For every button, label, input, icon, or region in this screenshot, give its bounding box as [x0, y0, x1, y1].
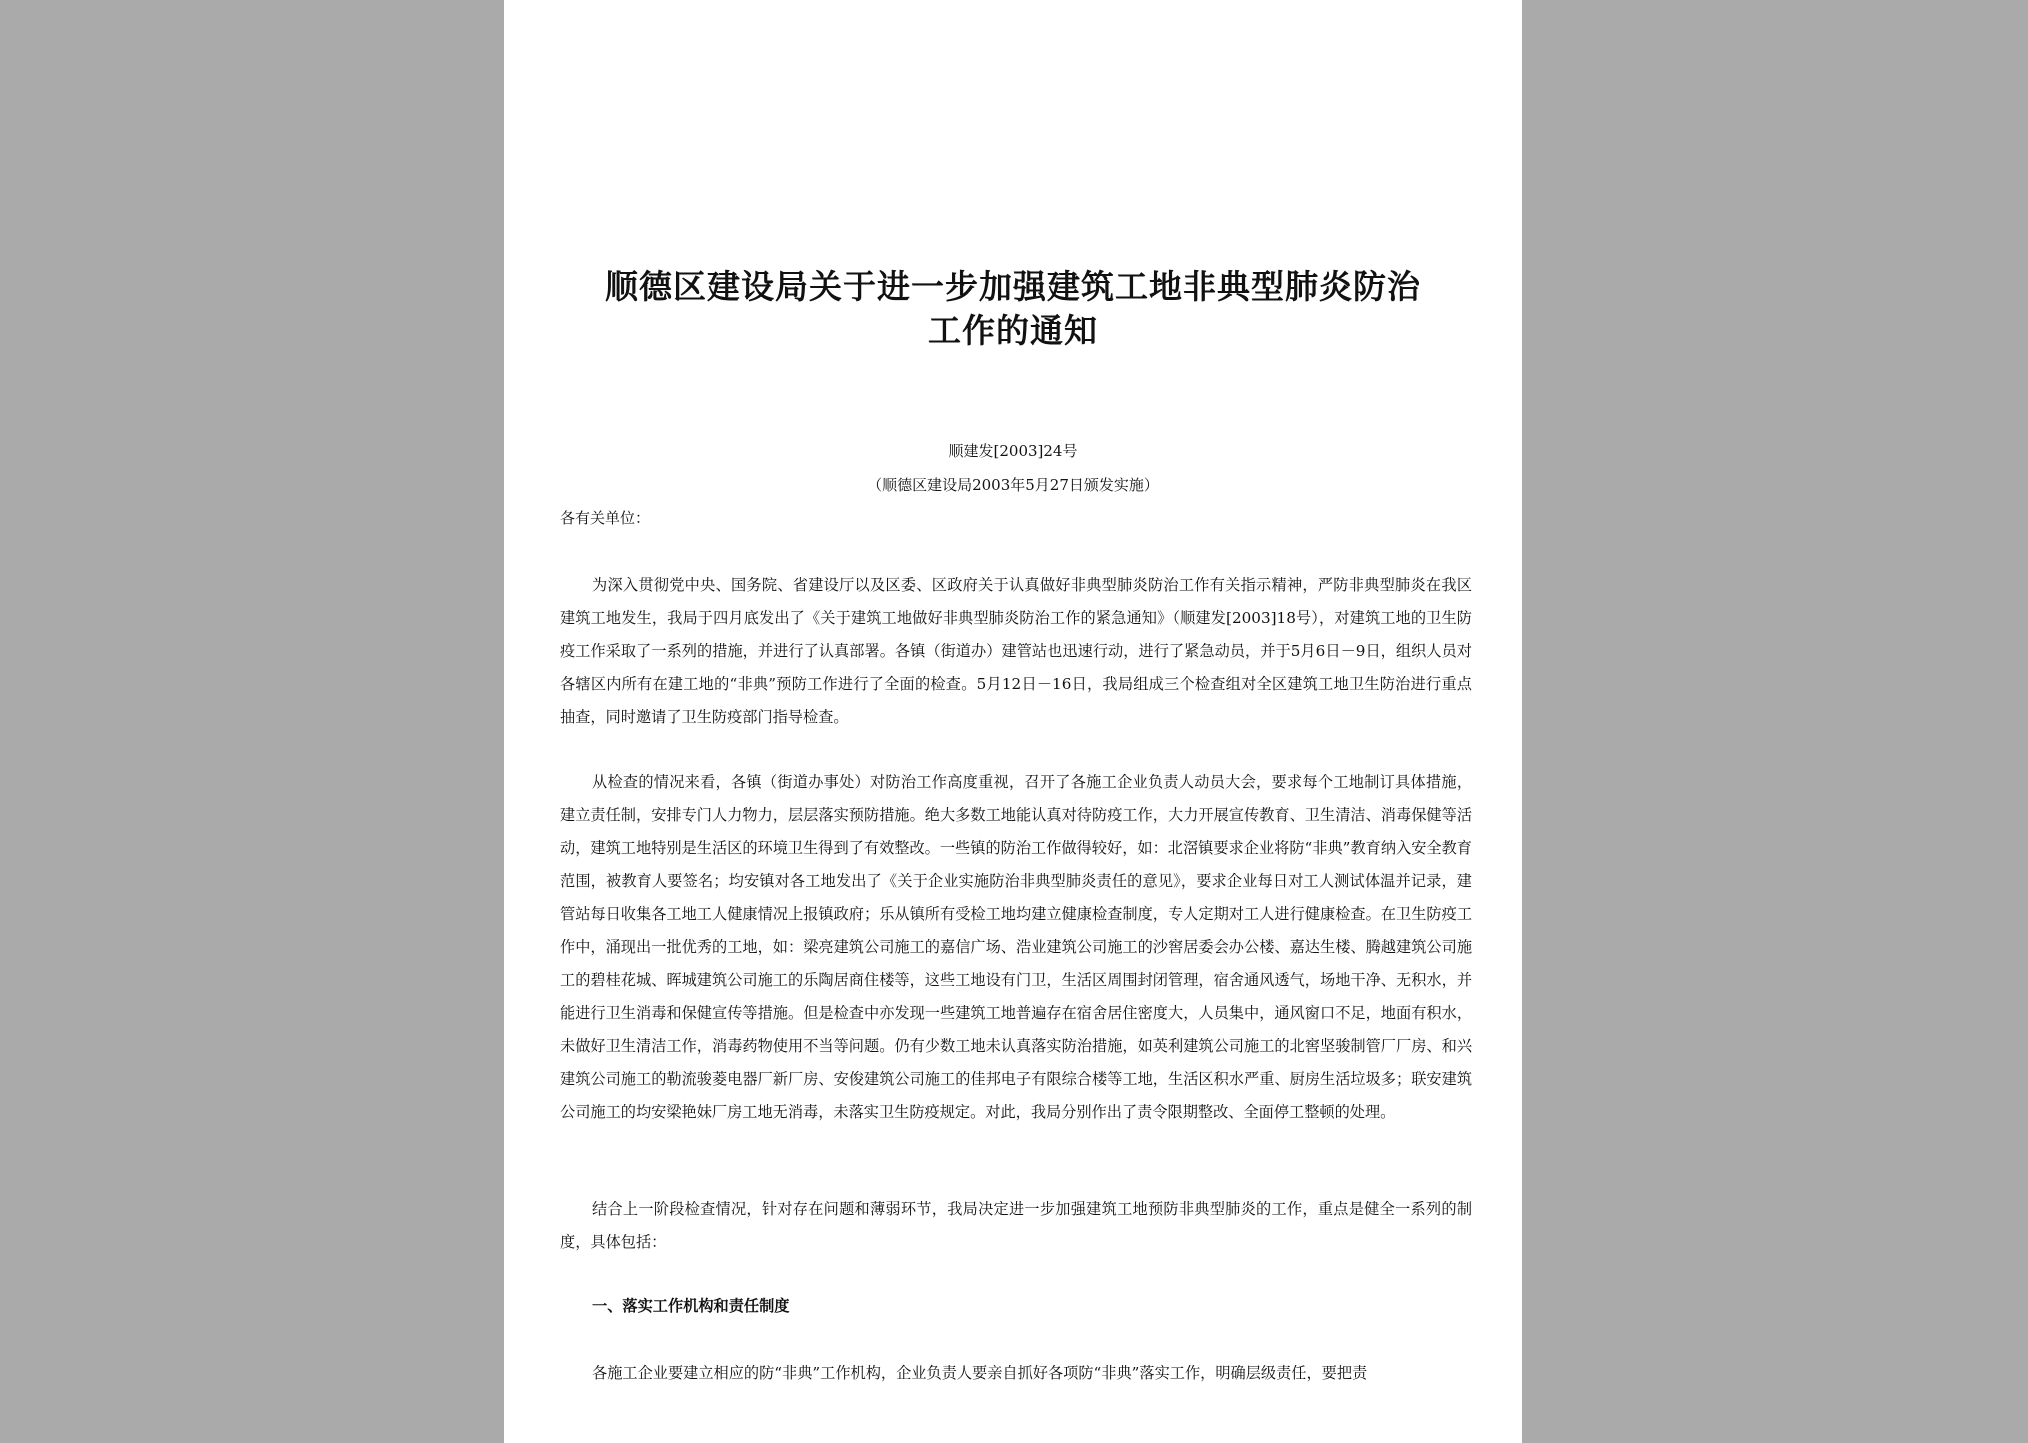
document-title-line1: 顺德区建设局关于进一步加强建筑工地非典型肺炎防治 [605, 267, 1421, 306]
document-number: 顺建发[2003]24号 [948, 442, 1078, 460]
paragraph-1: 为深入贯彻党中央、国务院、省建设厅以及区委、区政府关于认真做好非典型肺炎防治工作有关指示精神，严防非典型肺炎在我区建筑工地发生，我局于四月底发出了《关于建筑工地做好非典型肺炎防治工作的紧急通知》（顺建发[2003]18号），对建筑工地的卫生防疫工作采取了一系列的措施，并进行了认真部署。各镇（街道办）建管站也迅速行动，进行了紧急动员，并于5月6日－9日，组织人员对各辖区内所有在建工地的“非典”预防工作进行了全面的检查。5月12日－16日，我局组成三个检查组对全区建筑工地卫生防治进行重点抽查，同时邀请了卫生防疫部门指导检查。 [560, 576, 1472, 726]
paragraph-2: 从检查的情况来看，各镇（街道办事处）对防治工作高度重视，召开了各施工企业负责人动员大会，要求每个工地制订具体措施，建立责任制，安排专门人力物力，层层落实预防措施。绝大多数工地能认真对待防疫工作，大力开展宣传教育、卫生清洁、消毒保健等活动，建筑工地特别是生活区的环境卫生得到了有效整改。一些镇的防治工作做得较好，如：北滘镇要求企业将防“非典”教育纳入安全教育范围，被教育人要签名；均安镇对各工地发出了《关于企业实施防治非典型肺炎责任的意见》，要求企业每日对工人测试体温并记录，建管站每日收集各工地工人健康情况上报镇政府；乐从镇所有受检工地均建立健康检查制度，专人定期对工人进行健康检查。在卫生防疫工作中，涌现出一批优秀的工地，如：梁亮建筑公司施工的嘉信广场、浩业建筑公司施工的沙窖居委会办公楼、嘉达生楼、腾越建筑公司施工的碧桂花城、晖城建筑公司施工的乐陶居商住楼等，这些工地设有门卫，生活区周围封闭管理，宿舍通风透气，场地干净、无积水，并能进行卫生消毒和保健宣传等措施。但是检查中亦发现一些建筑工地普遍存在宿舍居住密度大，人员集中，通风窗口不足，地面有积水，未做好卫生清洁工作，消毒药物使用不当等问题。仍有少数工地未认真落实防治措施，如英利建筑公司施工的北窖坚骏制管厂厂房、和兴建筑公司施工的勒流骏菱电器厂新厂房、安俊建筑公司施工的佳邦电子有限综合楼等工地，生活区积水严重、厨房生活垃圾多；联安建筑公司施工的均安梁艳妹厂房工地无消毒，未落实卫生防疫规定。对此，我局分别作出了责令限期整改、全面停工整顿的处理。 [560, 773, 1472, 1121]
paragraph-4: 各施工企业要建立相应的防“非典”工作机构，企业负责人要亲自抓好各项防“非典”落实工作，明确层级责任，要把责 [592, 1364, 1368, 1382]
paragraph-3: 结合上一阶段检查情况，针对存在问题和薄弱环节，我局决定进一步加强建筑工地预防非典型肺炎的工作，重点是健全一系列的制度，具体包括： [560, 1200, 1472, 1251]
salutation: 各有关单位： [560, 509, 651, 527]
section-heading: 一、落实工作机构和责任制度 [592, 1297, 790, 1315]
issued-note: （顺德区建设局2003年5月27日颁发实施） [867, 476, 1159, 494]
document-page [504, 0, 1522, 1443]
document-title-line2: 工作的通知 [928, 311, 1098, 350]
